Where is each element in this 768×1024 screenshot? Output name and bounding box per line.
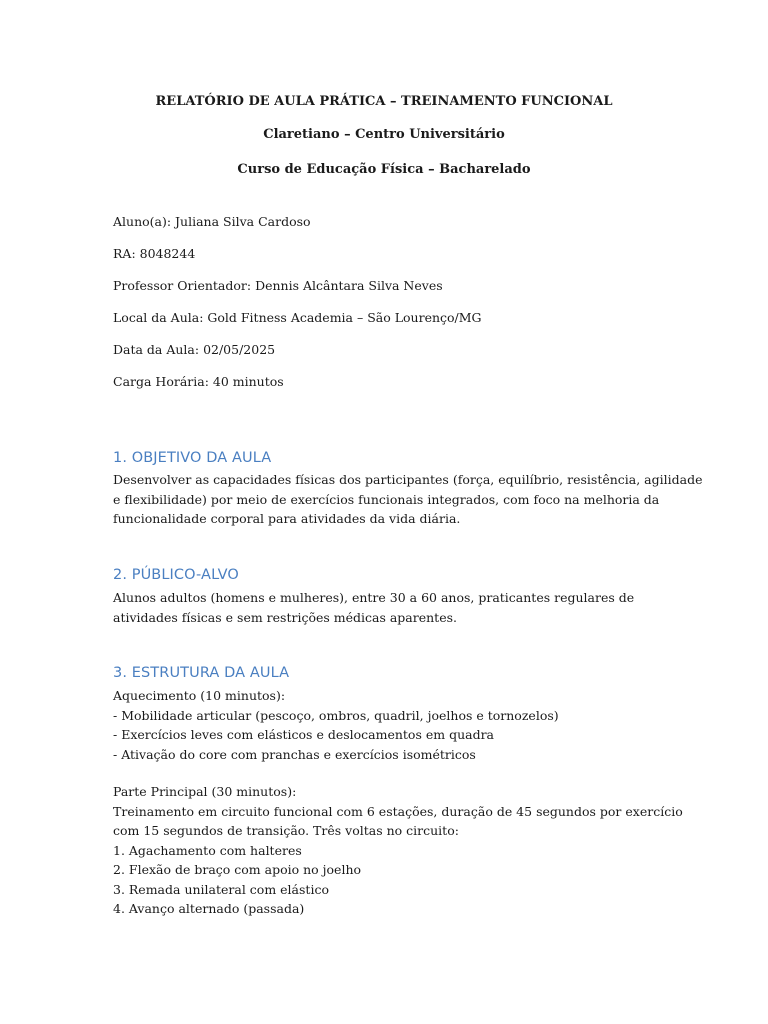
audience-line: atividades físicas e sem restrições médicas aparentes. [113,609,457,625]
circuit-item: 3. Remada unilateral com elástico [113,881,329,897]
warmup-title: Aquecimento (10 minutos): [113,688,286,703]
main-part-text: Treinamento em circuito funcional com 6 estações, duração de 45 segundos por exercício [113,803,683,819]
report-title: RELATÓRIO DE AULA PRÁTICA – TREINAMENTO FUNCIONAL [155,94,613,109]
circuit-item: 1. Agachamento com halteres [113,842,302,858]
warmup-item: - Ativação do core com pranchas e exercícios isométricos [113,746,476,762]
warmup-block [113,686,673,764]
class-date: Data da Aula: 02/05/2025 [113,342,276,357]
course-name: Curso de Educação Física – Bacharelado [237,162,531,177]
objective-paragraph [113,470,703,529]
warmup-item: - Mobilidade articular (pescoço, ombros, quadril, joelhos e tornozelos) [113,707,559,723]
advisor-name: Professor Orientador: Dennis Alcântara Silva Neves [113,278,443,293]
main-part-text: com 15 segundos de transição. Três voltas no circuito: [113,823,459,838]
institution-name: Claretiano – Centro Universitário [263,127,505,142]
student-ra: RA: 8048244 [113,246,196,261]
student-name: Aluno(a): Juliana Silva Cardoso [113,214,311,229]
main-part-block [113,782,683,919]
audience-paragraph [113,588,673,627]
class-workload: Carga Horária: 40 minutos [113,374,284,389]
audience-line: Alunos adultos (homens e mulheres), entre 30 a 60 anos, praticantes regulares de [113,590,635,605]
objective-line: funcionalidade corporal para atividades da vida diária. [113,511,461,526]
section-heading-audience: 2. PÚBLICO-ALVO [113,567,239,583]
main-part-title: Parte Principal (30 minutos): [113,784,297,799]
warmup-item: - Exercícios leves com elásticos e deslocamentos em quadra [113,727,495,742]
objective-line: Desenvolver as capacidades físicas dos participantes (força, equilíbrio, resistência, agilidade [113,472,703,487]
section-heading-objective: 1. OBJETIVO DA AULA [113,450,272,466]
circuit-item: 2. Flexão de braço com apoio no joelho [113,862,362,877]
section-heading-structure: 3. ESTRUTURA DA AULA [113,665,290,681]
objective-line: e flexibilidade) por meio de exercícios funcionais integrados, com foco na melhoria da [113,491,660,507]
circuit-item: 4. Avanço alternado (passada) [113,901,305,916]
class-location: Local da Aula: Gold Fitness Academia – São Lourenço/MG [113,310,482,325]
